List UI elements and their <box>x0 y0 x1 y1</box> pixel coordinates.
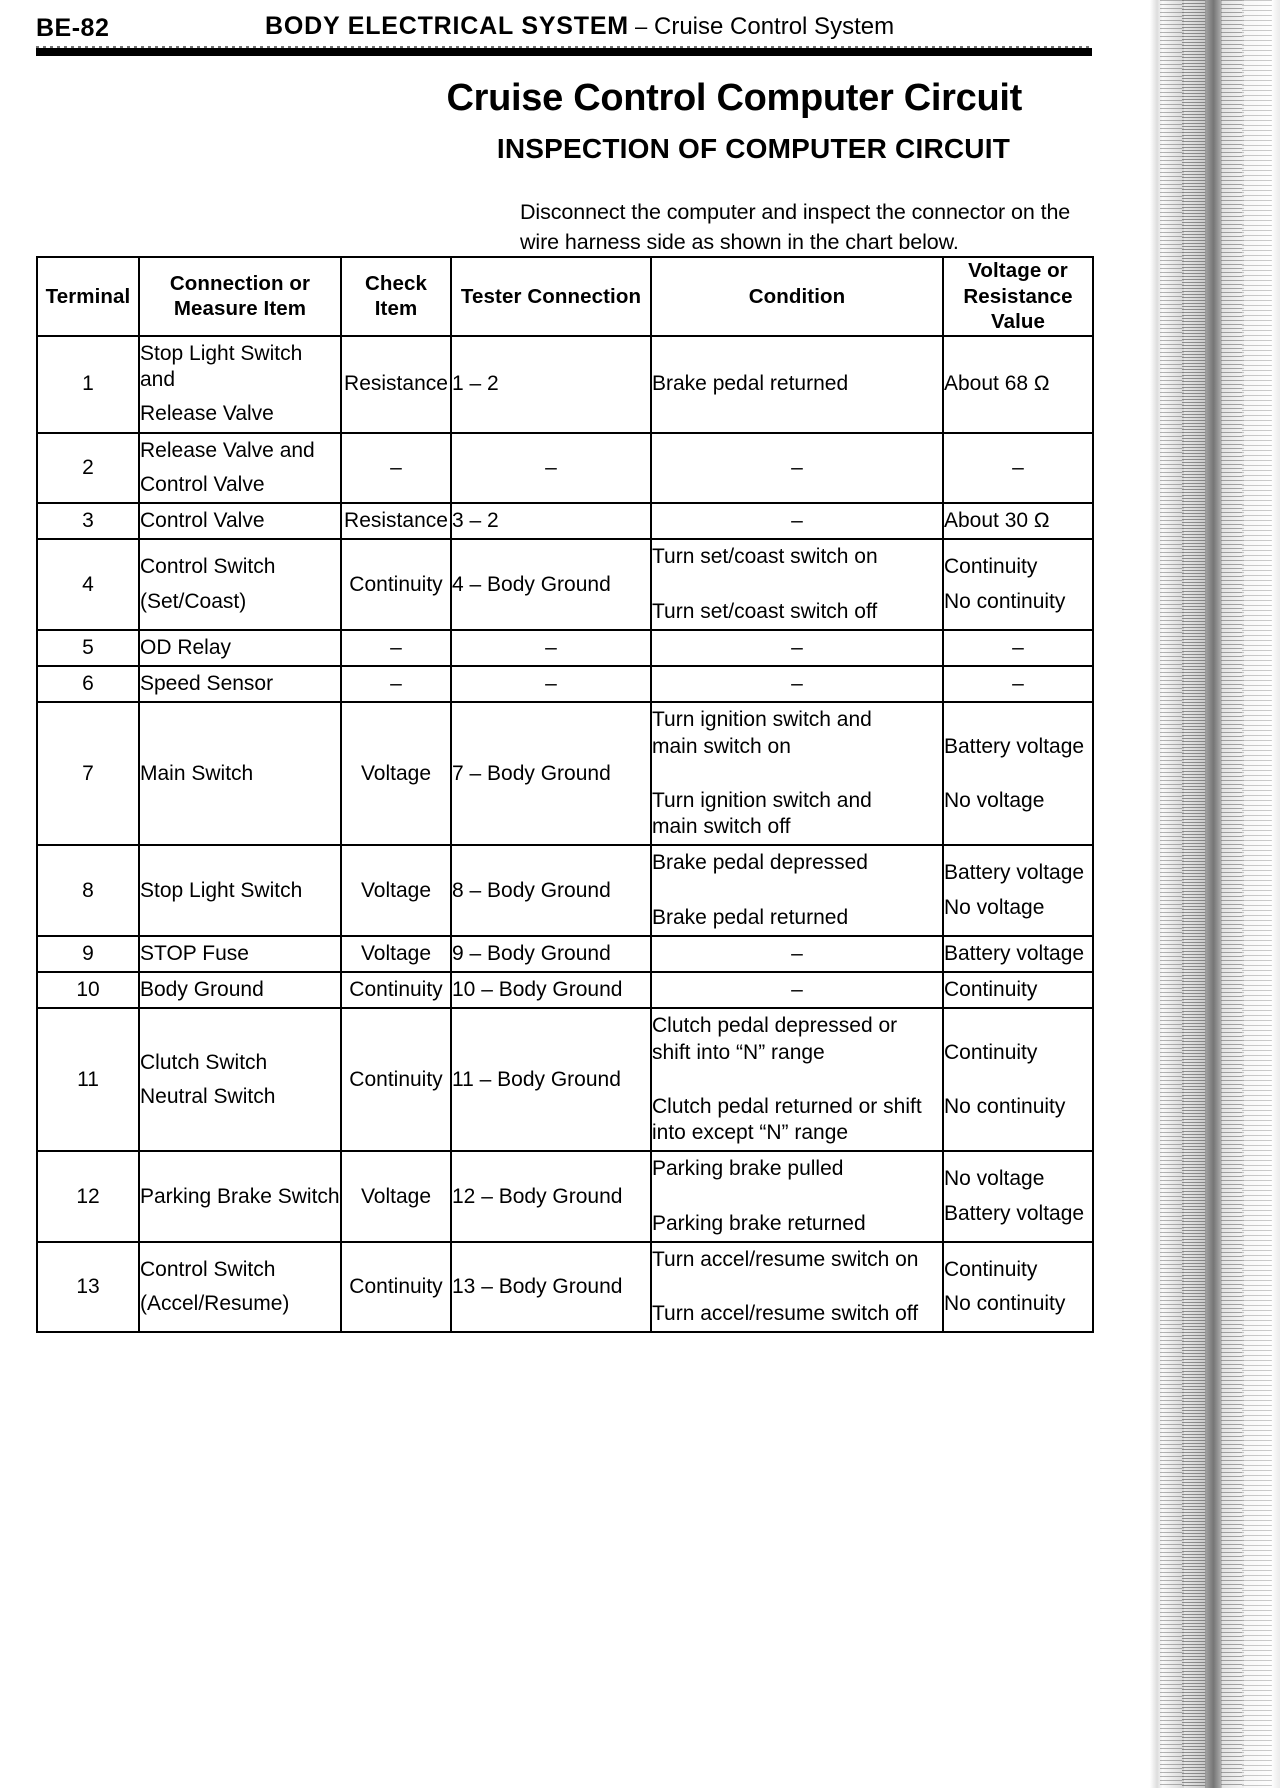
value-line: Battery voltage <box>944 941 1085 965</box>
chart-header-row <box>37 257 1093 336</box>
measure-item-line: Clutch Switch <box>140 1050 268 1074</box>
measure-item-line: Body Ground <box>140 978 264 1002</box>
cell-condition <box>651 702 943 845</box>
condition-line: Brake pedal returned <box>652 372 849 396</box>
running-head-separator: – <box>634 14 648 39</box>
scan-band <box>1271 0 1280 1788</box>
measure-item-line: Parking Brake Switch <box>140 1184 340 1208</box>
cell-measure-item <box>139 972 341 1008</box>
cell-voltage-resistance-value: – <box>943 630 1093 666</box>
scanned-page-edge-artifact <box>1080 0 1280 1788</box>
cell-terminal: 5 <box>37 630 139 666</box>
cell-tester-connection: 3 – 2 <box>451 503 651 539</box>
chart-body <box>37 336 1093 1333</box>
heading-block <box>0 78 1090 165</box>
condition-line: Turn set/coast switch off <box>652 599 878 623</box>
cell-tester-connection: 8 – Body Ground <box>451 845 651 936</box>
cell-condition: – <box>651 433 943 504</box>
cell-check-item: – <box>341 433 451 504</box>
scan-band <box>1182 0 1206 1788</box>
table-row <box>37 1242 1093 1333</box>
measure-item-line: (Accel/Resume) <box>140 1292 290 1316</box>
value-line: Continuity <box>944 978 1038 1002</box>
cell-terminal: 12 <box>37 1151 139 1242</box>
value-line: No continuity <box>944 589 1066 613</box>
cell-check-item: Voltage <box>341 1151 451 1242</box>
scan-band <box>1242 0 1272 1788</box>
measure-item-line: Control Valve <box>140 472 265 496</box>
cell-tester-connection: 10 – Body Ground <box>451 972 651 1008</box>
value-line: No continuity <box>944 1292 1066 1316</box>
running-head-section: Cruise Control System <box>654 13 895 40</box>
measure-item-line: Release Valve and <box>140 438 315 462</box>
measure-item-line: Stop Light Switch <box>140 878 303 902</box>
condition-line: Turn set/coast switch on <box>652 545 878 569</box>
cell-voltage-resistance-value <box>943 503 1093 539</box>
value-line: No continuity <box>944 1094 1066 1118</box>
condition-line: Clutch pedal depressed or shift into “N” range <box>652 1014 898 1064</box>
cell-check-item: Resistance <box>341 336 451 433</box>
measure-item-line: STOP Fuse <box>140 941 249 965</box>
cell-check-item: – <box>341 666 451 702</box>
cell-check-item: Continuity <box>341 1008 451 1151</box>
condition-line: Turn accel/resume switch on <box>652 1247 919 1271</box>
cell-tester-connection: 9 – Body Ground <box>451 936 651 972</box>
cell-voltage-resistance-value <box>943 936 1093 972</box>
measure-item-line: OD Relay <box>140 635 232 659</box>
cell-measure-item <box>139 630 341 666</box>
cell-terminal: 8 <box>37 845 139 936</box>
cell-condition: – <box>651 936 943 972</box>
cell-voltage-resistance-value <box>943 1008 1093 1151</box>
cell-measure-item <box>139 845 341 936</box>
table-row <box>37 845 1093 936</box>
measure-item-line: Control Switch <box>140 555 276 579</box>
scan-band <box>1160 0 1184 1788</box>
cell-measure-item <box>139 539 341 630</box>
table-row <box>37 1008 1093 1151</box>
condition-line: Parking brake returned <box>652 1211 866 1235</box>
table-row <box>37 936 1093 972</box>
value-line: Battery voltage <box>944 734 1085 758</box>
cell-check-item: Voltage <box>341 702 451 845</box>
cell-tester-connection: 11 – Body Ground <box>451 1008 651 1151</box>
intro-paragraph: Disconnect the computer and inspect the connector on the wire harness side as shown in the chart below. <box>520 199 1071 255</box>
cell-terminal: 11 <box>37 1008 139 1151</box>
cell-terminal: 10 <box>37 972 139 1008</box>
table-row <box>37 1151 1093 1242</box>
cell-check-item: – <box>341 630 451 666</box>
cell-terminal: 6 <box>37 666 139 702</box>
cell-terminal: 7 <box>37 702 139 845</box>
value-line: No voltage <box>944 1167 1045 1191</box>
table-row <box>37 630 1093 666</box>
cell-tester-connection: 13 – Body Ground <box>451 1242 651 1333</box>
cell-measure-item <box>139 1008 341 1151</box>
table-row <box>37 539 1093 630</box>
table-row <box>37 433 1093 504</box>
measure-item-line: Control Valve <box>140 509 265 533</box>
cell-condition: – <box>651 972 943 1008</box>
col-header-terminal: Terminal <box>37 257 139 336</box>
table-row <box>37 503 1093 539</box>
measure-item-line: Main Switch <box>140 761 254 785</box>
cell-terminal: 1 <box>37 336 139 433</box>
value-line: Battery voltage <box>944 861 1085 885</box>
cell-measure-item <box>139 666 341 702</box>
table-row <box>37 336 1093 433</box>
value-line: About 68 Ω <box>944 372 1050 396</box>
cell-condition: – <box>651 666 943 702</box>
chart-header <box>37 257 1093 336</box>
scan-band <box>1221 0 1244 1788</box>
cell-condition: – <box>651 503 943 539</box>
cell-tester-connection: 7 – Body Ground <box>451 702 651 845</box>
cell-terminal: 4 <box>37 539 139 630</box>
cell-tester-connection: – <box>451 433 651 504</box>
cell-voltage-resistance-value <box>943 539 1093 630</box>
cell-tester-connection: – <box>451 666 651 702</box>
cell-tester-connection: 1 – 2 <box>451 336 651 433</box>
running-head-title <box>265 12 894 41</box>
measure-item-line: Speed Sensor <box>140 672 274 696</box>
cell-tester-connection: – <box>451 630 651 666</box>
value-line: Continuity <box>944 555 1038 579</box>
cell-terminal: 13 <box>37 1242 139 1333</box>
value-line: No voltage <box>944 788 1045 812</box>
cell-check-item: Voltage <box>341 936 451 972</box>
cell-measure-item <box>139 936 341 972</box>
cell-voltage-resistance-value <box>943 1242 1093 1333</box>
measure-item-line: Release Valve <box>140 402 274 426</box>
value-line: Continuity <box>944 1257 1038 1281</box>
cell-voltage-resistance-value <box>943 845 1093 936</box>
measure-item-line: Neutral Switch <box>140 1084 276 1108</box>
value-line: Continuity <box>944 1040 1038 1064</box>
cell-check-item: Continuity <box>341 539 451 630</box>
running-head-system: BODY ELECTRICAL SYSTEM <box>265 12 629 40</box>
cell-voltage-resistance-value <box>943 702 1093 845</box>
cell-measure-item <box>139 1151 341 1242</box>
table-row <box>37 666 1093 702</box>
cell-check-item: Continuity <box>341 972 451 1008</box>
cell-voltage-resistance-value <box>943 1151 1093 1242</box>
cell-condition <box>651 845 943 936</box>
header-rule <box>36 48 1092 56</box>
condition-line: Clutch pedal returned or shift into except “N” range <box>652 1094 922 1145</box>
cell-voltage-resistance-value: – <box>943 666 1093 702</box>
cell-measure-item <box>139 336 341 433</box>
page-folio: BE-82 <box>36 14 110 42</box>
cell-voltage-resistance-value <box>943 972 1093 1008</box>
cell-voltage-resistance-value <box>943 336 1093 433</box>
cell-condition <box>651 1151 943 1242</box>
condition-line: Turn ignition switch and main switch on <box>652 708 872 758</box>
cell-measure-item <box>139 702 341 845</box>
condition-line: Turn accel/resume switch off <box>652 1302 919 1326</box>
cell-measure-item <box>139 1242 341 1333</box>
measure-item-line: (Set/Coast) <box>140 589 247 613</box>
col-header-condition: Condition <box>651 257 943 336</box>
cell-check-item: Continuity <box>341 1242 451 1333</box>
cell-terminal: 3 <box>37 503 139 539</box>
table-row <box>37 702 1093 845</box>
table-row <box>37 972 1093 1008</box>
page-subtitle: INSPECTION OF COMPUTER CIRCUIT <box>496 132 1010 164</box>
condition-line: Brake pedal depressed <box>652 851 868 875</box>
cell-tester-connection: 4 – Body Ground <box>451 539 651 630</box>
cell-condition: – <box>651 630 943 666</box>
cell-condition <box>651 1242 943 1333</box>
col-header-check-item: Check Item <box>341 257 451 336</box>
value-line: About 30 Ω <box>944 509 1050 533</box>
cell-check-item: Resistance <box>341 503 451 539</box>
condition-line: Brake pedal returned <box>652 905 849 929</box>
cell-measure-item <box>139 503 341 539</box>
col-header-voltage-or-resistance-value: Voltage or Resistance Value <box>943 257 1093 336</box>
col-header-tester-connection: Tester Connection <box>451 257 651 336</box>
condition-line: Turn ignition switch and main switch off <box>652 788 872 839</box>
cell-terminal: 2 <box>37 433 139 504</box>
value-line: Battery voltage <box>944 1201 1085 1225</box>
cell-condition <box>651 336 943 433</box>
inspection-chart <box>36 256 1094 1333</box>
scan-band <box>1205 0 1222 1788</box>
cell-condition <box>651 539 943 630</box>
cell-condition <box>651 1008 943 1151</box>
cell-terminal: 9 <box>37 936 139 972</box>
measure-item-line: Stop Light Switch and <box>140 341 303 392</box>
condition-line: Parking brake pulled <box>652 1157 844 1181</box>
scan-band <box>1150 0 1162 1788</box>
page-title: Cruise Control Computer Circuit <box>446 77 1022 119</box>
measure-item-line: Control Switch <box>140 1257 276 1281</box>
cell-measure-item <box>139 433 341 504</box>
cell-voltage-resistance-value: – <box>943 433 1093 504</box>
col-header-connection-or-measure-item: Connection or Measure Item <box>139 257 341 336</box>
cell-check-item: Voltage <box>341 845 451 936</box>
value-line: No voltage <box>944 895 1045 919</box>
cell-tester-connection: 12 – Body Ground <box>451 1151 651 1242</box>
